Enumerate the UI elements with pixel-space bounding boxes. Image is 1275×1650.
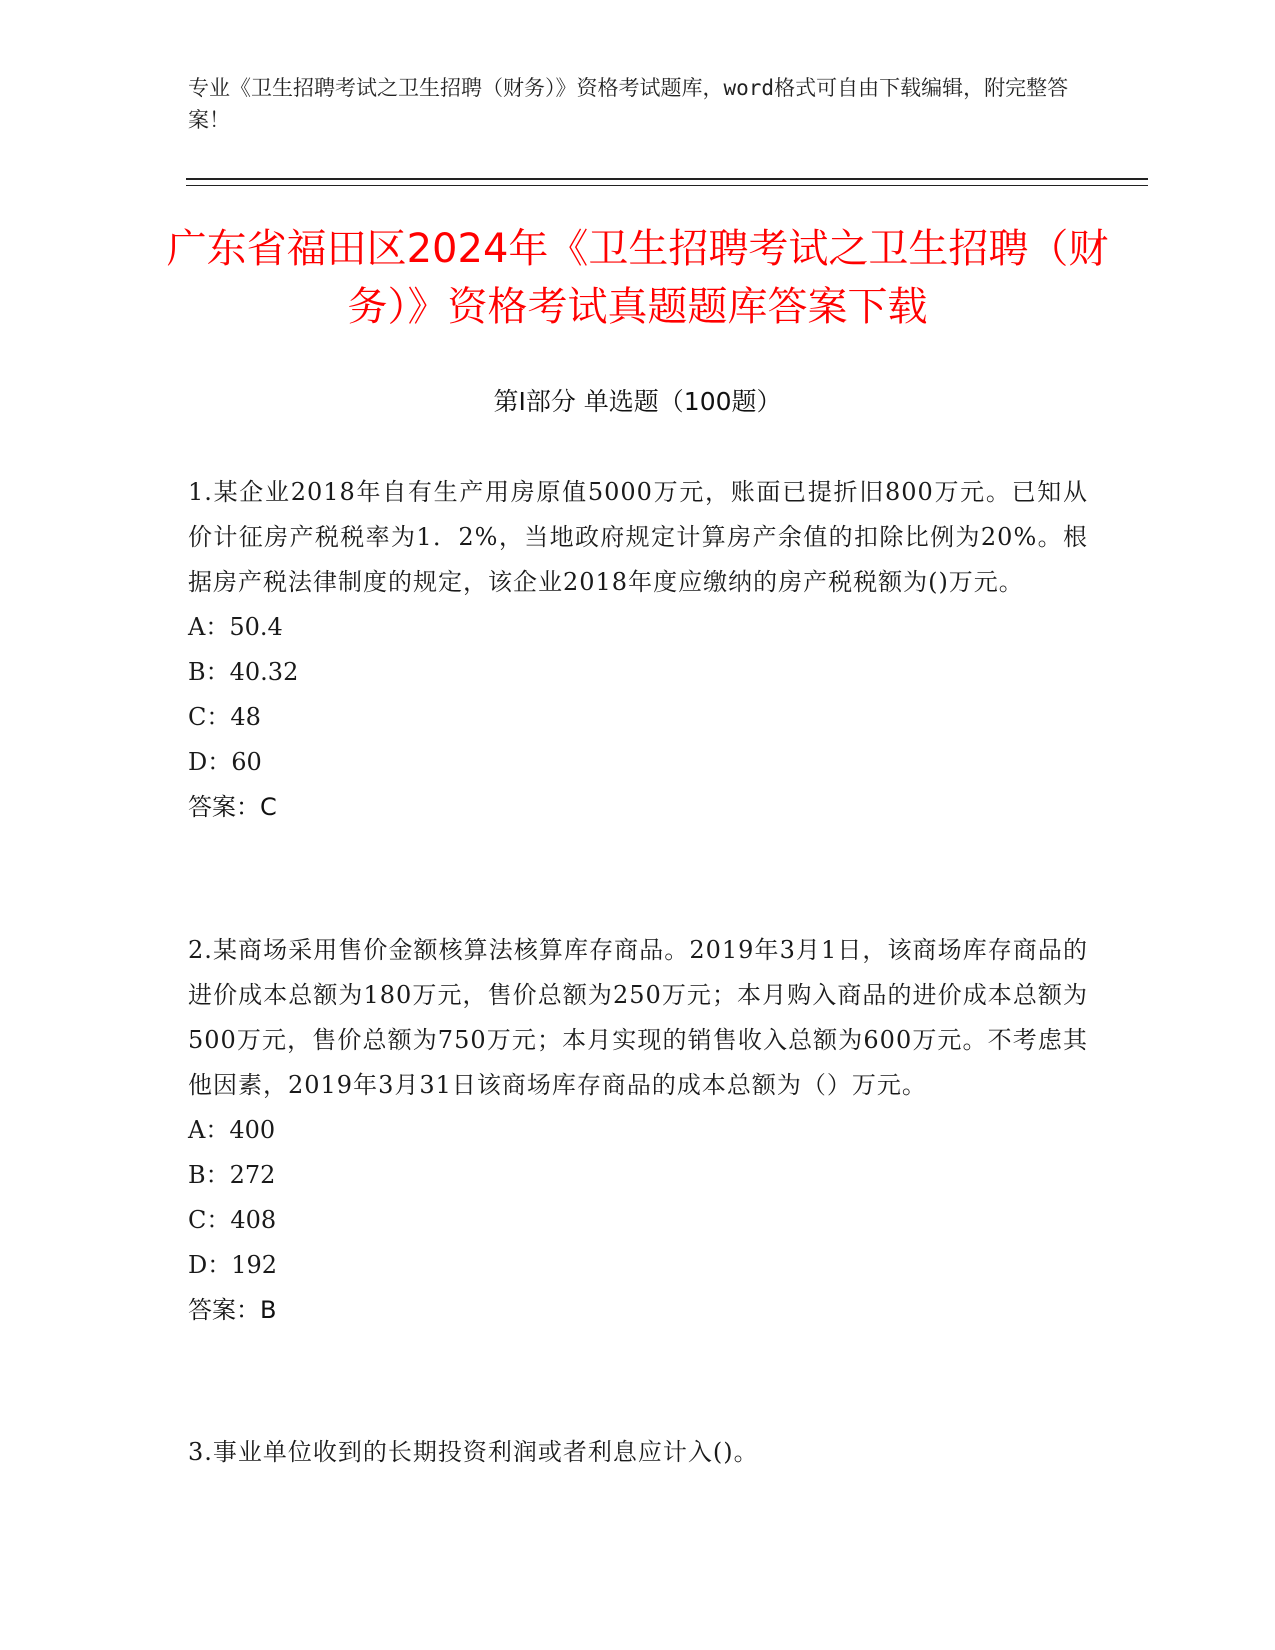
question-2 (188, 928, 1088, 1333)
option-c: C：48 (188, 703, 261, 731)
section-title: 第Ⅰ部分 单选题（100题） (493, 387, 782, 416)
option-d: D：60 (188, 748, 262, 776)
question-stem: 1.某企业2018年自有生产用房原值5000万元，账面已提折旧800万元。已知从价计征房产税税率为1．2%，当地政府规定计算房产余值的扣除比例为20%。根据房产税法律制度的规定，该企业2018年度应缴纳的房产税税额为()万元。 (188, 478, 1088, 596)
question-1 (188, 470, 1088, 830)
option-a: A：400 (188, 1116, 276, 1144)
header-note: 专业《卫生招聘考试之卫生招聘（财务）》资格考试题库，word格式可自由下载编辑，附完整答案！ (188, 76, 1069, 132)
option-b: B：272 (188, 1161, 276, 1189)
option-a: A：50.4 (188, 613, 283, 641)
question-stem: 3.事业单位收到的长期投资利润或者利息应计入()。 (188, 1438, 759, 1466)
answer-line: 答案：B (188, 1296, 277, 1324)
option-d: D：192 (188, 1251, 278, 1279)
question-stem: 2.某商场采用售价金额核算法核算库存商品。2019年3月1日，该商场库存商品的进价成本总额为180万元，售价总额为250万元；本月购入商品的进价成本总额为500万元，售价总额为750万元；本月实现的销售收入总额为600万元。不考虑其他因素，2019年3月31日该商场库存商品的成本总额为（）万元。 (188, 936, 1088, 1099)
question-3 (188, 1430, 1088, 1475)
option-c: C：408 (188, 1206, 277, 1234)
header-divider-thin (186, 185, 1148, 186)
answer-line: 答案：C (188, 793, 277, 821)
document-title: 广东省福田区2024年《卫生招聘考试之卫生招聘（财务）》资格考试真题题库答案下载 (166, 226, 1109, 330)
header-divider (186, 178, 1148, 180)
option-b: B：40.32 (188, 658, 299, 686)
